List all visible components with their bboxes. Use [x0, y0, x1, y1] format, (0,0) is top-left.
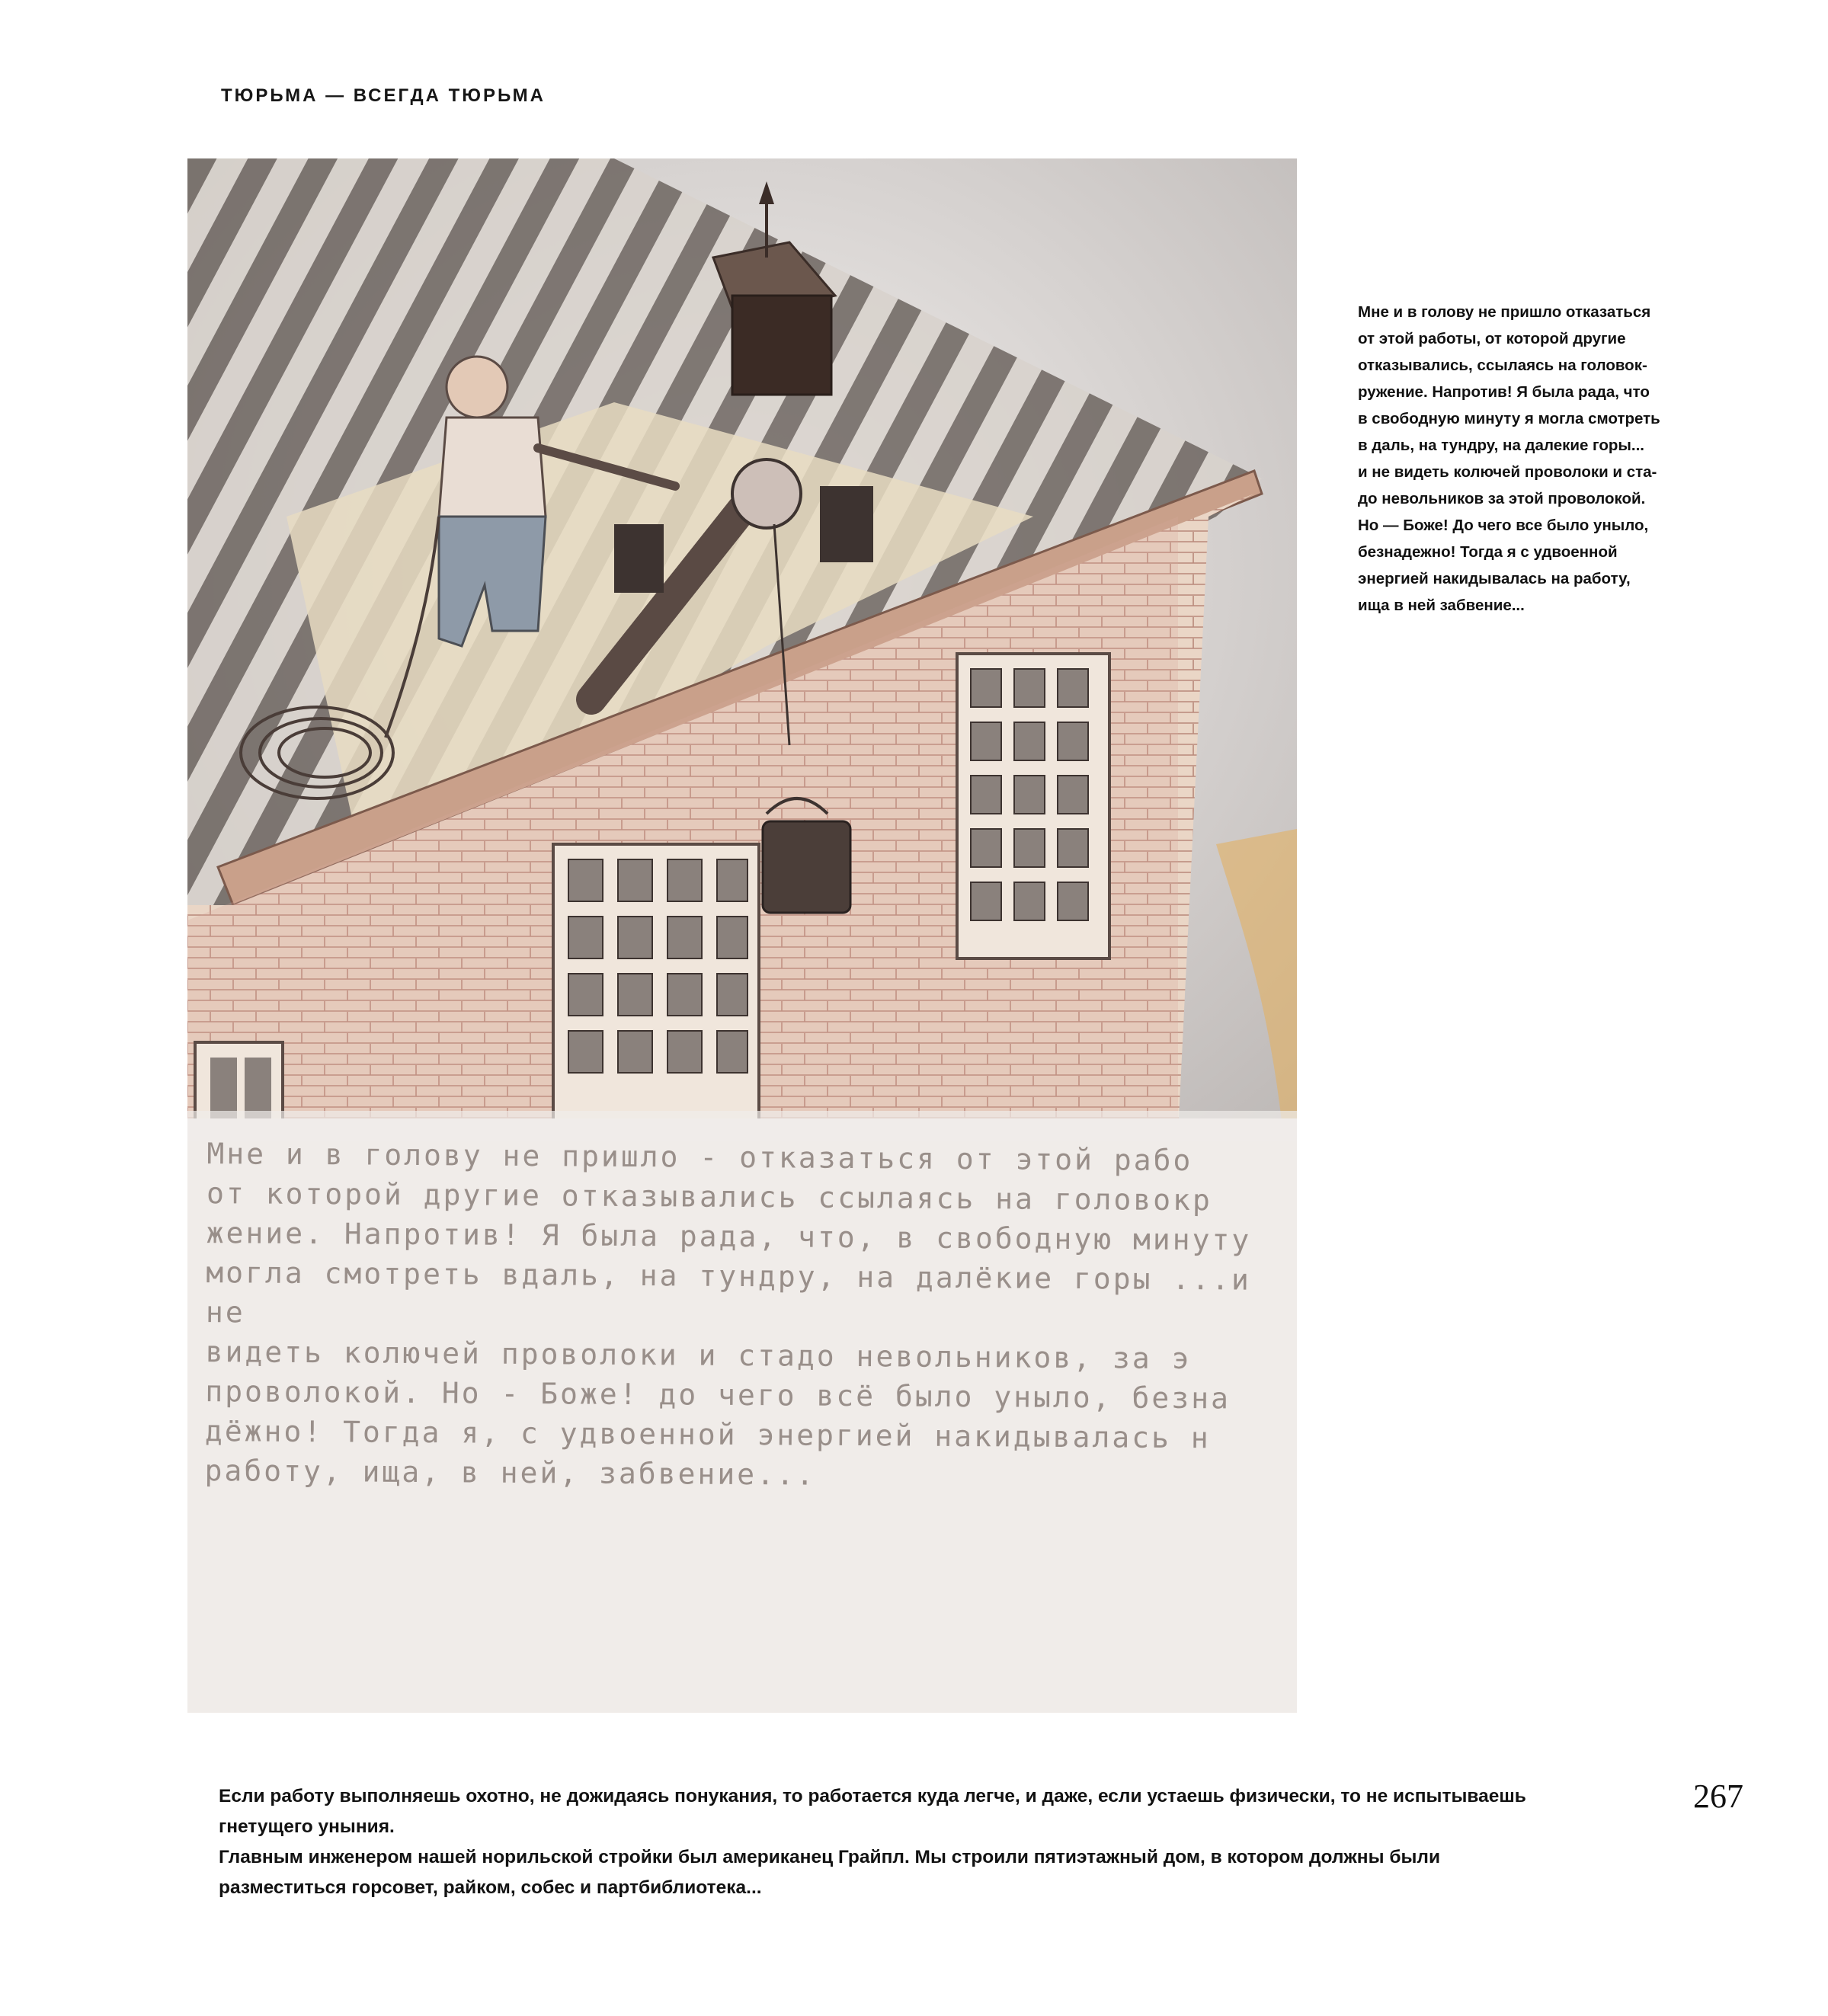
roof-illustration: [187, 158, 1297, 1713]
handwritten-caption: Мне и в голову не пришло - отказаться от этой рабо от которой другие отказывались ссылаясь на головокр жение. Напротив! Я была рада, что, в свободную минуту могла смотреть вдаль, на тундру, на далёкие горы ...и не видеть колючей проволоки и стадо невольников, за э проволокой. Но - Боже! до чего всё было уныло, безна дёжно! Тогда я, с удвоенной энергией накидывалась н работу, ища, в ней, забвение...: [204, 1137, 1252, 1492]
body-text: [219, 1781, 1560, 1903]
window-right: [957, 654, 1109, 958]
window-left: [553, 844, 759, 1149]
side-caption: Мне и в голову не пришло отказаться от этой работы, от которой другие отказывались, ссылаясь на головок- ружение. Напротив! Я была рада, что в свободную минуту я могла смотреть в даль, на тундру, на далекие горы... и не видеть колючей проволоки и ста- до невольников за этой проволокой. Но — Боже! До чего все было уныло, безнадежно! Тогда я с удвоенной энергией накидывалась на работу, ища в ней забвение...: [1358, 303, 1660, 614]
body-paragraph: Если работу выполняешь охотно, не дожидаясь понукания, то работается куда легче, и даже, если устаешь физически, то не испытываешь гнетущего уныния.: [219, 1786, 1526, 1837]
running-head: ТЮРЬМА — ВСЕГДА ТЮРЬМА: [221, 85, 546, 106]
page-number: 267: [1693, 1778, 1743, 1815]
body-paragraph: Главным инженером нашей норильской стройки был американец Грайпл. Мы строили пятиэтажный дом, в котором должны были разместиться горсовет, райком, собес и партбиблиотека...: [219, 1847, 1441, 1898]
